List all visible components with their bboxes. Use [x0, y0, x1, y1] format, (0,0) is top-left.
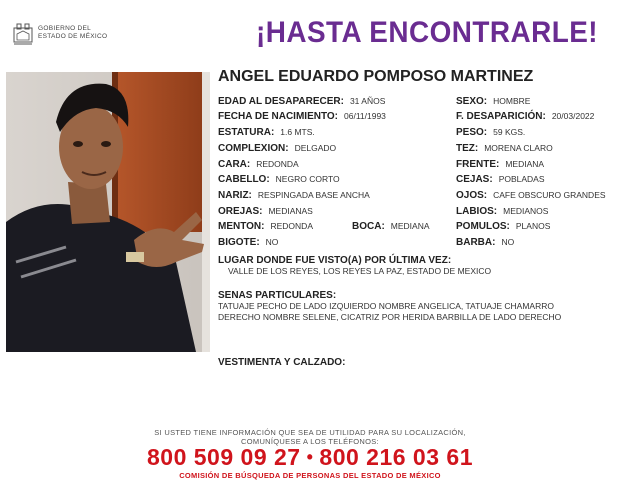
field-value: REDONDA [256, 159, 299, 169]
field-value: NO [265, 237, 279, 247]
state-emblem-icon [12, 22, 34, 46]
field-label: CEJAS: [456, 174, 493, 185]
field-complexion [218, 143, 336, 154]
commission-name: COMISIÓN DE BÚSQUEDA DE PERSONAS DEL ESTADO DE MÉXICO [179, 471, 441, 480]
field-bigote [218, 237, 278, 248]
field-value: DELGADO [294, 143, 337, 153]
gov-line-1: GOBIERNO DEL [38, 25, 92, 32]
lugar-text: VALLE DE LOS REYES, LOS REYES LA PAZ, ESTADO DE MEXICO [228, 266, 492, 276]
field-label: PESO: [456, 127, 488, 138]
phone-numbers [0, 444, 620, 471]
info-line-2: COMUNÍQUESE A LOS TELÉFONOS: [241, 437, 379, 446]
field-peso [456, 127, 525, 138]
field-value: 20/03/2022 [551, 111, 595, 121]
field-label: MENTON: [218, 221, 265, 232]
field-label: LABIOS: [456, 206, 498, 217]
lugar-title: LUGAR DONDE FUE VISTO(A) POR ÚLTIMA VEZ: [218, 255, 452, 266]
field-cabello [218, 174, 340, 185]
field-value: MEDIANA [505, 159, 545, 169]
field-label: OJOS: [456, 190, 488, 201]
field-orejas [218, 206, 313, 217]
senas-title: SENAS PARTICULARES: [218, 290, 337, 301]
field-value: MEDIANAS [268, 206, 313, 216]
info-line-1: SI USTED TIENE INFORMACIÓN QUE SEA DE UTILIDAD PARA SU LOCALIZACIÓN, [154, 428, 466, 437]
field-value: REDONDA [270, 221, 313, 231]
senas-line-1: TATUAJE PECHO DE LADO IZQUIERDO NOMBRE ANGELICA, TATUAJE CHAMARRO [218, 301, 554, 311]
field-label: TEZ: [456, 143, 479, 154]
field-value: 06/11/1993 [344, 111, 386, 121]
field-cara [218, 159, 299, 170]
field-menton [218, 221, 313, 232]
field-label: CABELLO: [218, 174, 270, 185]
phone-separator: • [306, 447, 314, 467]
field-value: NEGRO CORTO [275, 174, 340, 184]
field-label: FECHA DE NACIMIENTO: [218, 111, 338, 122]
field-tez [456, 143, 553, 154]
government-logo [12, 22, 142, 50]
field-label: BOCA: [352, 221, 385, 232]
field-label: FRENTE: [456, 159, 500, 170]
field-fecha-nacimiento [218, 111, 386, 122]
field-label: SEXO: [456, 96, 488, 107]
person-photo [6, 72, 210, 352]
field-sexo [456, 96, 530, 107]
field-value: CAFE OBSCURO GRANDES [493, 190, 606, 200]
field-value: MORENA CLARO [484, 143, 553, 153]
field-value: 59 KGS. [493, 127, 526, 137]
field-value: 31 AÑOS [349, 96, 386, 106]
field-edad [218, 96, 385, 107]
vestimenta-title: VESTIMENTA Y CALZADO: [218, 357, 346, 368]
field-label: OREJAS: [218, 206, 263, 217]
field-label: EDAD AL DESAPARECER: [218, 96, 344, 107]
field-value: PLANOS [515, 221, 551, 231]
field-value: POBLADAS [498, 174, 545, 184]
field-label: F. DESAPARICIÓN: [456, 111, 546, 122]
field-value: MEDIANA [390, 221, 430, 231]
field-label: BARBA: [456, 237, 496, 248]
field-pomulos [456, 221, 550, 232]
field-label: COMPLEXION: [218, 143, 289, 154]
person-name: ANGEL EDUARDO POMPOSO MARTINEZ [218, 68, 534, 85]
field-label: ESTATURA: [218, 127, 275, 138]
field-value: RESPINGADA BASE ANCHA [257, 190, 370, 200]
field-fecha-desaparicion [456, 111, 594, 122]
field-value: HOMBRE [493, 96, 531, 106]
field-frente [456, 159, 544, 170]
gov-line-2: ESTADO DE MÉXICO [38, 33, 108, 40]
field-cejas [456, 174, 545, 185]
field-label: BIGOTE: [218, 237, 260, 248]
government-name [38, 25, 107, 41]
field-barba [456, 237, 514, 248]
field-ojos [456, 190, 606, 201]
field-estatura [218, 127, 315, 138]
field-label: CARA: [218, 159, 251, 170]
phone-1[interactable]: 800 509 09 27 [147, 444, 301, 470]
senas-line-2: DERECHO NOMBRE SELENE, CICATRIZ POR HERIDA BARBILLA DE LADO DERECHO [218, 312, 562, 322]
field-label: NARIZ: [218, 190, 252, 201]
headline: ¡HASTA ENCONTRARLE! [256, 16, 599, 49]
field-value: 1.6 MTS. [280, 127, 315, 137]
field-boca [352, 221, 430, 232]
field-value: NO [501, 237, 515, 247]
field-value: MEDIANOS [503, 206, 549, 216]
field-labios [456, 206, 548, 217]
field-nariz [218, 190, 370, 201]
field-label: POMULOS: [456, 221, 510, 232]
phone-2[interactable]: 800 216 03 61 [319, 444, 473, 470]
